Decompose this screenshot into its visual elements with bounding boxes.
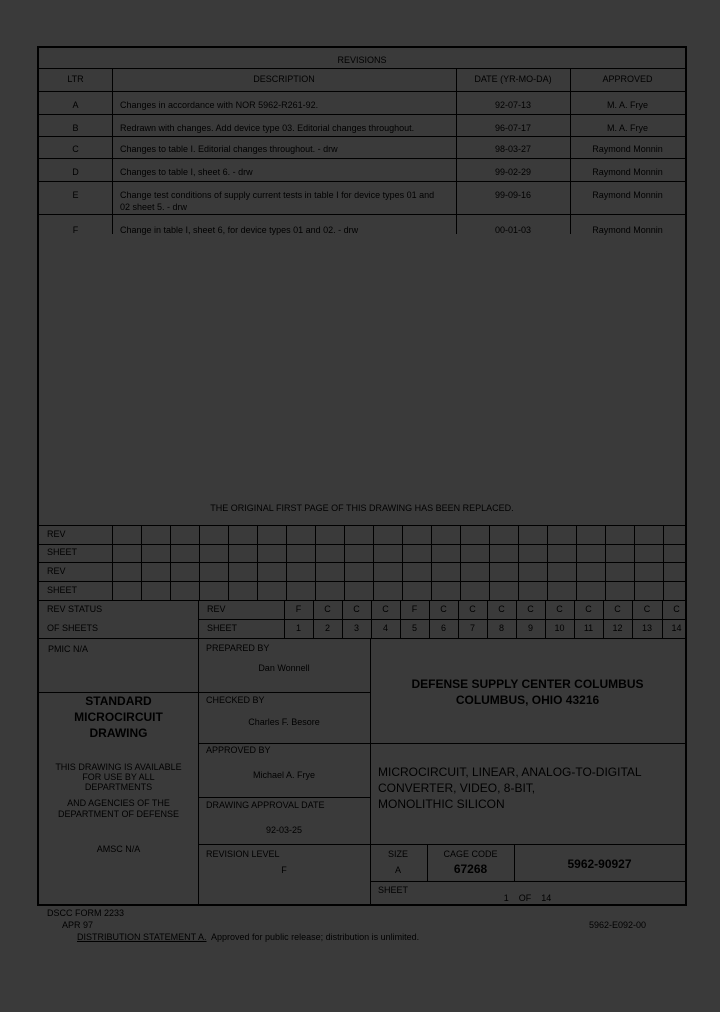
rev-status-cell: C xyxy=(324,604,331,614)
approval-date-value: 92-03-25 xyxy=(265,825,303,835)
rev-row-approved: Raymond Monnin xyxy=(592,144,663,154)
availability-line: AND AGENCIES OF THE xyxy=(67,798,170,808)
grid-line xyxy=(141,525,142,600)
grid-line xyxy=(286,525,287,600)
sheet-label: SHEET xyxy=(378,885,409,895)
rev-row-description: Changes to table I. Editorial changes throughout. - drw xyxy=(120,144,338,154)
document-id: 5962-E092-00 xyxy=(589,920,647,930)
grid-line xyxy=(315,525,316,600)
rev-row-date: 99-02-29 xyxy=(494,167,532,177)
rev-row-date: 99-09-16 xyxy=(494,190,532,200)
rev-status-cell: C xyxy=(469,604,476,614)
rev-row-label: REV xyxy=(47,566,66,576)
column-description: DESCRIPTION xyxy=(253,74,315,84)
device-title-1: MICROCIRCUIT, LINEAR, ANALOG-TO-DIGITAL xyxy=(378,765,642,779)
column-approved: APPROVED xyxy=(602,74,653,84)
rev-row-date: 98-03-27 xyxy=(494,144,532,154)
sheet-number-cell: 12 xyxy=(612,623,623,633)
grid-line xyxy=(663,525,664,600)
rev-row-label: REV xyxy=(47,529,66,539)
rev-row-approved: Raymond Monnin xyxy=(592,190,663,200)
rev-row-date: 96-07-17 xyxy=(494,123,532,133)
rev-status-cell: C xyxy=(382,604,389,614)
grid-line xyxy=(605,525,606,600)
rev-row-approved: M. A. Frye xyxy=(606,100,648,110)
replaced-note: THE ORIGINAL FIRST PAGE OF THIS DRAWING HAS BEEN REPLACED. xyxy=(210,503,514,513)
rev-status-cell: C xyxy=(673,604,680,614)
sheet-number-cell: 10 xyxy=(554,623,565,633)
rev-row-date: 00-01-03 xyxy=(494,225,532,235)
sheet-value: 1 OF 14 xyxy=(503,893,552,903)
grid-line xyxy=(112,525,113,600)
prepared-by-label: PREPARED BY xyxy=(206,643,270,653)
device-title-3: MONOLITHIC SILICON xyxy=(378,797,505,811)
distribution-statement xyxy=(77,933,419,942)
standard-title-1: STANDARD xyxy=(85,694,152,708)
rev-row-description: Change in table I, sheet 6, for device types 01 and 02. - drw xyxy=(120,225,359,235)
rev-status-cell: C xyxy=(585,604,592,614)
rev-row-ltr: B xyxy=(72,123,79,133)
rev-status-cell: C xyxy=(498,604,505,614)
revision-level-value: F xyxy=(281,865,287,875)
sheet-short-label: SHEET xyxy=(207,623,238,633)
of-sheets-label: OF SHEETS xyxy=(47,623,99,633)
amsc: AMSC N/A xyxy=(96,844,141,854)
checked-by-label: CHECKED BY xyxy=(206,695,265,705)
sheet-row-label: SHEET xyxy=(47,547,78,557)
availability-line: FOR USE BY ALL xyxy=(82,772,155,782)
rev-short-label: REV xyxy=(207,604,226,614)
drawing-number: 5962-90927 xyxy=(567,857,632,871)
sheet-number-cell: 7 xyxy=(469,623,475,633)
cage-code-value: 67268 xyxy=(453,862,488,876)
rev-status-label: REV STATUS xyxy=(47,604,103,614)
sheet-number-cell: 1 xyxy=(295,623,301,633)
rev-row-approved: Raymond Monnin xyxy=(592,225,663,235)
checked-by-value: Charles F. Besore xyxy=(248,717,320,727)
grid-line xyxy=(344,525,345,600)
distribution-statement-label: DISTRIBUTION STATEMENT A. xyxy=(77,932,207,942)
sheet-row-label: SHEET xyxy=(47,585,78,595)
rev-row-ltr: E xyxy=(72,190,79,200)
grid-line xyxy=(576,525,577,600)
approval-date-label: DRAWING APPROVAL DATE xyxy=(206,800,325,810)
availability-line: THIS DRAWING IS AVAILABLE xyxy=(55,762,182,772)
cage-code-label: CAGE CODE xyxy=(443,849,498,859)
sheet-number-cell: 9 xyxy=(527,623,533,633)
sheet-number-cell: 11 xyxy=(583,623,594,633)
sheet-number-cell: 8 xyxy=(498,623,504,633)
rev-row-description: Changes to table I, sheet 6. - drw xyxy=(120,167,253,177)
grid-line xyxy=(547,525,548,600)
agency-address: COLUMBUS, OHIO 43216 xyxy=(455,693,600,707)
sheet-number-cell: 6 xyxy=(440,623,446,633)
form-number: DSCC FORM 2233 xyxy=(47,908,125,918)
standard-title-2: MICROCIRCUIT xyxy=(74,710,163,724)
rev-status-cell: C xyxy=(643,604,651,614)
rev-row-description: Redrawn with changes. Add device type 03. Editorial changes throughout. xyxy=(120,123,415,133)
rev-row-approved: Raymond Monnin xyxy=(592,167,663,177)
grid-line xyxy=(373,525,374,600)
rev-row-ltr: D xyxy=(72,167,79,177)
form-date: APR 97 xyxy=(62,920,94,930)
grid-line xyxy=(431,525,432,600)
sheet-number-cell: 4 xyxy=(382,623,388,633)
sheet-number-cell: 5 xyxy=(411,623,417,633)
drawing-frame xyxy=(37,46,687,906)
sheet-number-cell: 2 xyxy=(324,623,330,633)
rev-status-cell: C xyxy=(614,604,621,614)
revisions-heading: REVISIONS xyxy=(337,55,387,65)
grid-line xyxy=(257,525,258,600)
approved-by-value: Michael A. Frye xyxy=(252,770,316,780)
sheet-number-cell: 14 xyxy=(671,623,682,633)
grid-line xyxy=(402,525,403,600)
prepared-by-value: Dan Wonnell xyxy=(258,663,310,673)
rev-status-cell: F xyxy=(411,604,418,614)
rev-status-cell: C xyxy=(440,604,447,614)
rev-status-cell: C xyxy=(353,604,360,614)
grid-line xyxy=(170,525,171,600)
grid-line xyxy=(518,525,519,600)
grid-line xyxy=(460,525,461,600)
rev-row-ltr: F xyxy=(72,225,79,235)
grid-line xyxy=(199,525,200,600)
device-title-2: CONVERTER, VIDEO, 8-BIT, xyxy=(378,781,536,795)
grid-line xyxy=(685,525,686,600)
availability-line: DEPARTMENT OF DEFENSE xyxy=(57,809,180,819)
grid-line xyxy=(634,525,635,600)
rev-row-description: Change test conditions of supply current tests in table I for device types 01 and xyxy=(120,190,435,200)
column-ltr: LTR xyxy=(67,74,84,84)
size-value: A xyxy=(395,865,402,875)
rev-row-ltr: C xyxy=(72,144,79,154)
rev-status-cell: C xyxy=(527,604,534,614)
rev-row-date: 92-07-13 xyxy=(494,100,532,110)
agency-name: DEFENSE SUPPLY CENTER COLUMBUS xyxy=(411,677,644,691)
distribution-statement-text: Approved for public release; distribution is unlimited. xyxy=(206,932,420,942)
standard-title-3: DRAWING xyxy=(89,726,148,740)
rev-status-cell: F xyxy=(295,604,302,614)
rev-row-ltr: A xyxy=(72,100,79,110)
grid-line xyxy=(228,525,229,600)
size-label: SIZE xyxy=(388,849,409,859)
revision-level-label: REVISION LEVEL xyxy=(206,849,280,859)
rev-row-approved: M. A. Frye xyxy=(606,123,648,133)
pmic: PMIC N/A xyxy=(48,644,89,654)
availability-line: DEPARTMENTS xyxy=(84,782,153,792)
rev-status-cell: C xyxy=(556,604,563,614)
column-date: DATE (YR-MO-DA) xyxy=(474,74,552,84)
approved-by-label: APPROVED BY xyxy=(206,745,271,755)
sheet-number-cell: 3 xyxy=(353,623,359,633)
rev-row-description-cont: 02 sheet 5. - drw xyxy=(120,202,188,212)
sheet-number-cell: 13 xyxy=(641,623,652,633)
grid-line xyxy=(489,525,490,600)
rev-row-description: Changes in accordance with NOR 5962-R261-92. xyxy=(120,100,319,110)
